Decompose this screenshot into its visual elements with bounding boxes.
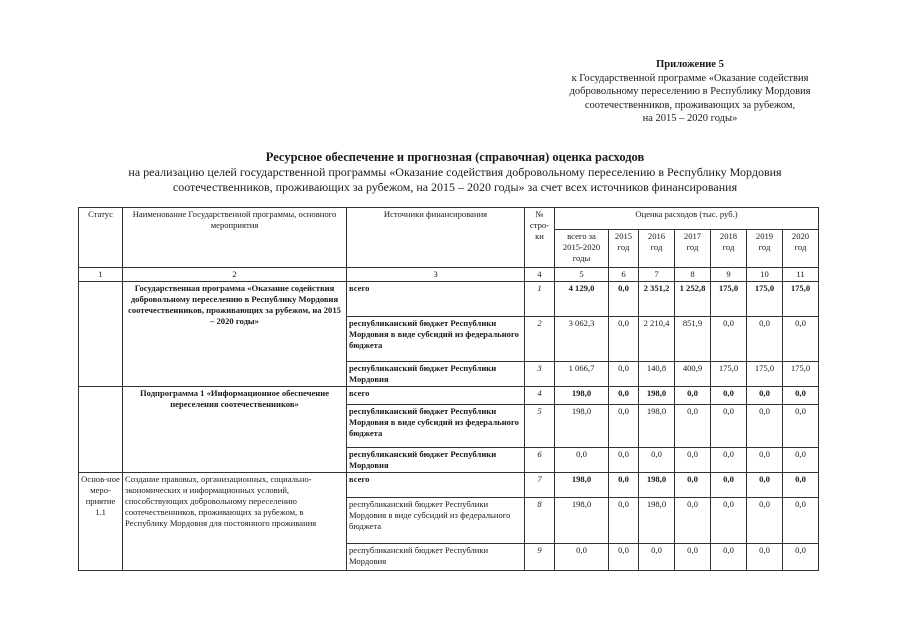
year-value-cell: 175,0 [783,362,819,387]
appendix-note [540,58,840,126]
table-row [79,473,819,498]
column-number-row [79,268,819,282]
year-value-cell: 175,0 [711,282,747,317]
year-value-cell: 2 351,2 [639,282,675,317]
source-cell: всего [347,473,525,498]
column-number: 11 [783,268,819,282]
column-number: 6 [609,268,639,282]
row-number-cell: 4 [525,387,555,405]
year-value-cell: 0,0 [711,387,747,405]
year-value-cell: 0,0 [747,317,783,362]
year-value-cell: 175,0 [747,282,783,317]
row-number-cell: 8 [525,498,555,544]
year-value-cell: 0,0 [747,448,783,473]
appendix-line: соотечественников, проживающих за рубежом, [584,99,796,111]
source-cell: республиканский бюджет Республики Мордовия [347,544,525,571]
header-total: всего за 2015-2020 годы [555,230,609,268]
column-number: 7 [639,268,675,282]
row-number-cell: 1 [525,282,555,317]
header-year: 2017 год [675,230,711,268]
year-value-cell: 0,0 [783,405,819,448]
year-value-cell: 0,0 [609,544,639,571]
year-value-cell: 0,0 [675,387,711,405]
year-value-cell: 0,0 [675,498,711,544]
year-value-cell: 0,0 [783,498,819,544]
column-number: 5 [555,268,609,282]
year-value-cell: 0,0 [609,405,639,448]
total-value-cell: 4 129,0 [555,282,609,317]
year-value-cell: 0,0 [783,448,819,473]
year-value-cell: 0,0 [783,544,819,571]
year-value-cell: 198,0 [639,498,675,544]
year-value-cell: 0,0 [609,317,639,362]
year-value-cell: 175,0 [747,362,783,387]
column-number: 1 [79,268,123,282]
document-title: Ресурсное обеспечение и прогнозная (справочная) оценка расходов [265,150,645,164]
column-number: 9 [711,268,747,282]
source-cell: республиканский бюджет Республики Мордовия в виде субсидий из федерального бюджета [347,405,525,448]
year-value-cell: 1 252,8 [675,282,711,317]
row-number-cell: 3 [525,362,555,387]
source-cell: республиканский бюджет Республики Мордовия [347,362,525,387]
source-cell: республиканский бюджет Республики Мордовия в виде субсидий из федерального бюджета [347,498,525,544]
appendix-line: на 2015 – 2020 годы» [642,113,738,124]
year-value-cell: 0,0 [711,544,747,571]
appendix-title: Приложение 5 [656,59,724,70]
year-value-cell: 0,0 [639,448,675,473]
row-number-cell: 7 [525,473,555,498]
column-number: 4 [525,268,555,282]
row-number-cell: 2 [525,317,555,362]
row-number-cell: 5 [525,405,555,448]
year-value-cell: 0,0 [711,498,747,544]
row-number-cell: 9 [525,544,555,571]
year-value-cell: 0,0 [783,317,819,362]
appendix-line: добровольному переселению в Республику Мордовия [569,86,811,97]
year-value-cell: 140,8 [639,362,675,387]
program-name-cell: Создание правовых, организационных, социально-экономических и информационных условий, способствующих добровольному переселению соотечественников, проживающих за рубежом, в Республику Мордовия для постоянного проживания [123,473,347,571]
year-value-cell: 0,0 [609,498,639,544]
header-source: Источники финансирования [347,208,525,268]
program-name-cell: Государственная программа «Оказание содействия добровольному переселению в Республику Мордовия соотечественников, проживающих за рубежом, на 2015 – 2020 годы» [123,282,347,387]
total-value-cell: 198,0 [555,387,609,405]
year-value-cell: 0,0 [639,544,675,571]
year-value-cell: 0,0 [711,405,747,448]
document-subtitle: соотечественников, проживающих за рубежом, на 2015 – 2020 годы» за счет всех источников финансирования [172,180,738,194]
document-heading [100,150,810,195]
header-year: 2015 год [609,230,639,268]
year-value-cell: 0,0 [675,544,711,571]
year-value-cell: 0,0 [711,448,747,473]
year-value-cell: 0,0 [609,473,639,498]
year-value-cell: 175,0 [783,282,819,317]
total-value-cell: 198,0 [555,473,609,498]
year-value-cell: 0,0 [609,362,639,387]
total-value-cell: 1 066,7 [555,362,609,387]
status-cell: Основ-ное меро-приятие 1.1 [79,473,123,571]
status-cell [79,282,123,387]
total-value-cell: 0,0 [555,544,609,571]
year-value-cell: 400,9 [675,362,711,387]
year-value-cell: 0,0 [783,473,819,498]
total-value-cell: 3 062,3 [555,317,609,362]
row-number-cell: 6 [525,448,555,473]
source-cell: республиканский бюджет Республики Мордовия [347,448,525,473]
total-value-cell: 0,0 [555,448,609,473]
source-cell: республиканский бюджет Республики Мордовия в виде субсидий из федерального бюджета [347,317,525,362]
year-value-cell: 0,0 [609,387,639,405]
year-value-cell: 0,0 [609,448,639,473]
year-value-cell: 0,0 [675,405,711,448]
year-value-cell: 0,0 [711,317,747,362]
year-value-cell: 0,0 [675,448,711,473]
year-value-cell: 198,0 [639,387,675,405]
header-estimate: Оценка расходов (тыс. руб.) [555,208,819,230]
column-number: 10 [747,268,783,282]
column-number: 8 [675,268,711,282]
year-value-cell: 0,0 [711,473,747,498]
total-value-cell: 198,0 [555,405,609,448]
year-value-cell: 0,0 [675,473,711,498]
source-cell: всего [347,282,525,317]
year-value-cell: 0,0 [609,282,639,317]
expenses-table [78,207,819,571]
year-value-cell: 0,0 [747,387,783,405]
status-cell [79,387,123,473]
year-value-cell: 0,0 [783,387,819,405]
year-value-cell: 0,0 [747,473,783,498]
year-value-cell: 198,0 [639,405,675,448]
header-status: Статус [79,208,123,268]
header-year: 2020 год [783,230,819,268]
source-cell: всего [347,387,525,405]
year-value-cell: 851,9 [675,317,711,362]
year-value-cell: 198,0 [639,473,675,498]
header-year: 2018 год [711,230,747,268]
total-value-cell: 198,0 [555,498,609,544]
year-value-cell: 0,0 [747,544,783,571]
table-row [79,282,819,317]
program-name-cell: Подпрограмма 1 «Информационное обеспечение переселения соотечественников» [123,387,347,473]
column-number: 2 [123,268,347,282]
year-value-cell: 175,0 [711,362,747,387]
document-subtitle: на реализацию целей государственной программы «Оказание содействия добровольному переселению в Республику Мордовия [128,165,782,179]
year-value-cell: 0,0 [747,498,783,544]
appendix-line: к Государственной программе «Оказание содействия [571,72,809,84]
year-value-cell: 2 210,4 [639,317,675,362]
header-row-number: № стро-ки [525,208,555,268]
header-name: Наименование Государственной программы, основного мероприятия [123,208,347,268]
header-year: 2016 год [639,230,675,268]
header-year: 2019 год [747,230,783,268]
column-number: 3 [347,268,525,282]
year-value-cell: 0,0 [747,405,783,448]
table-row [79,387,819,405]
